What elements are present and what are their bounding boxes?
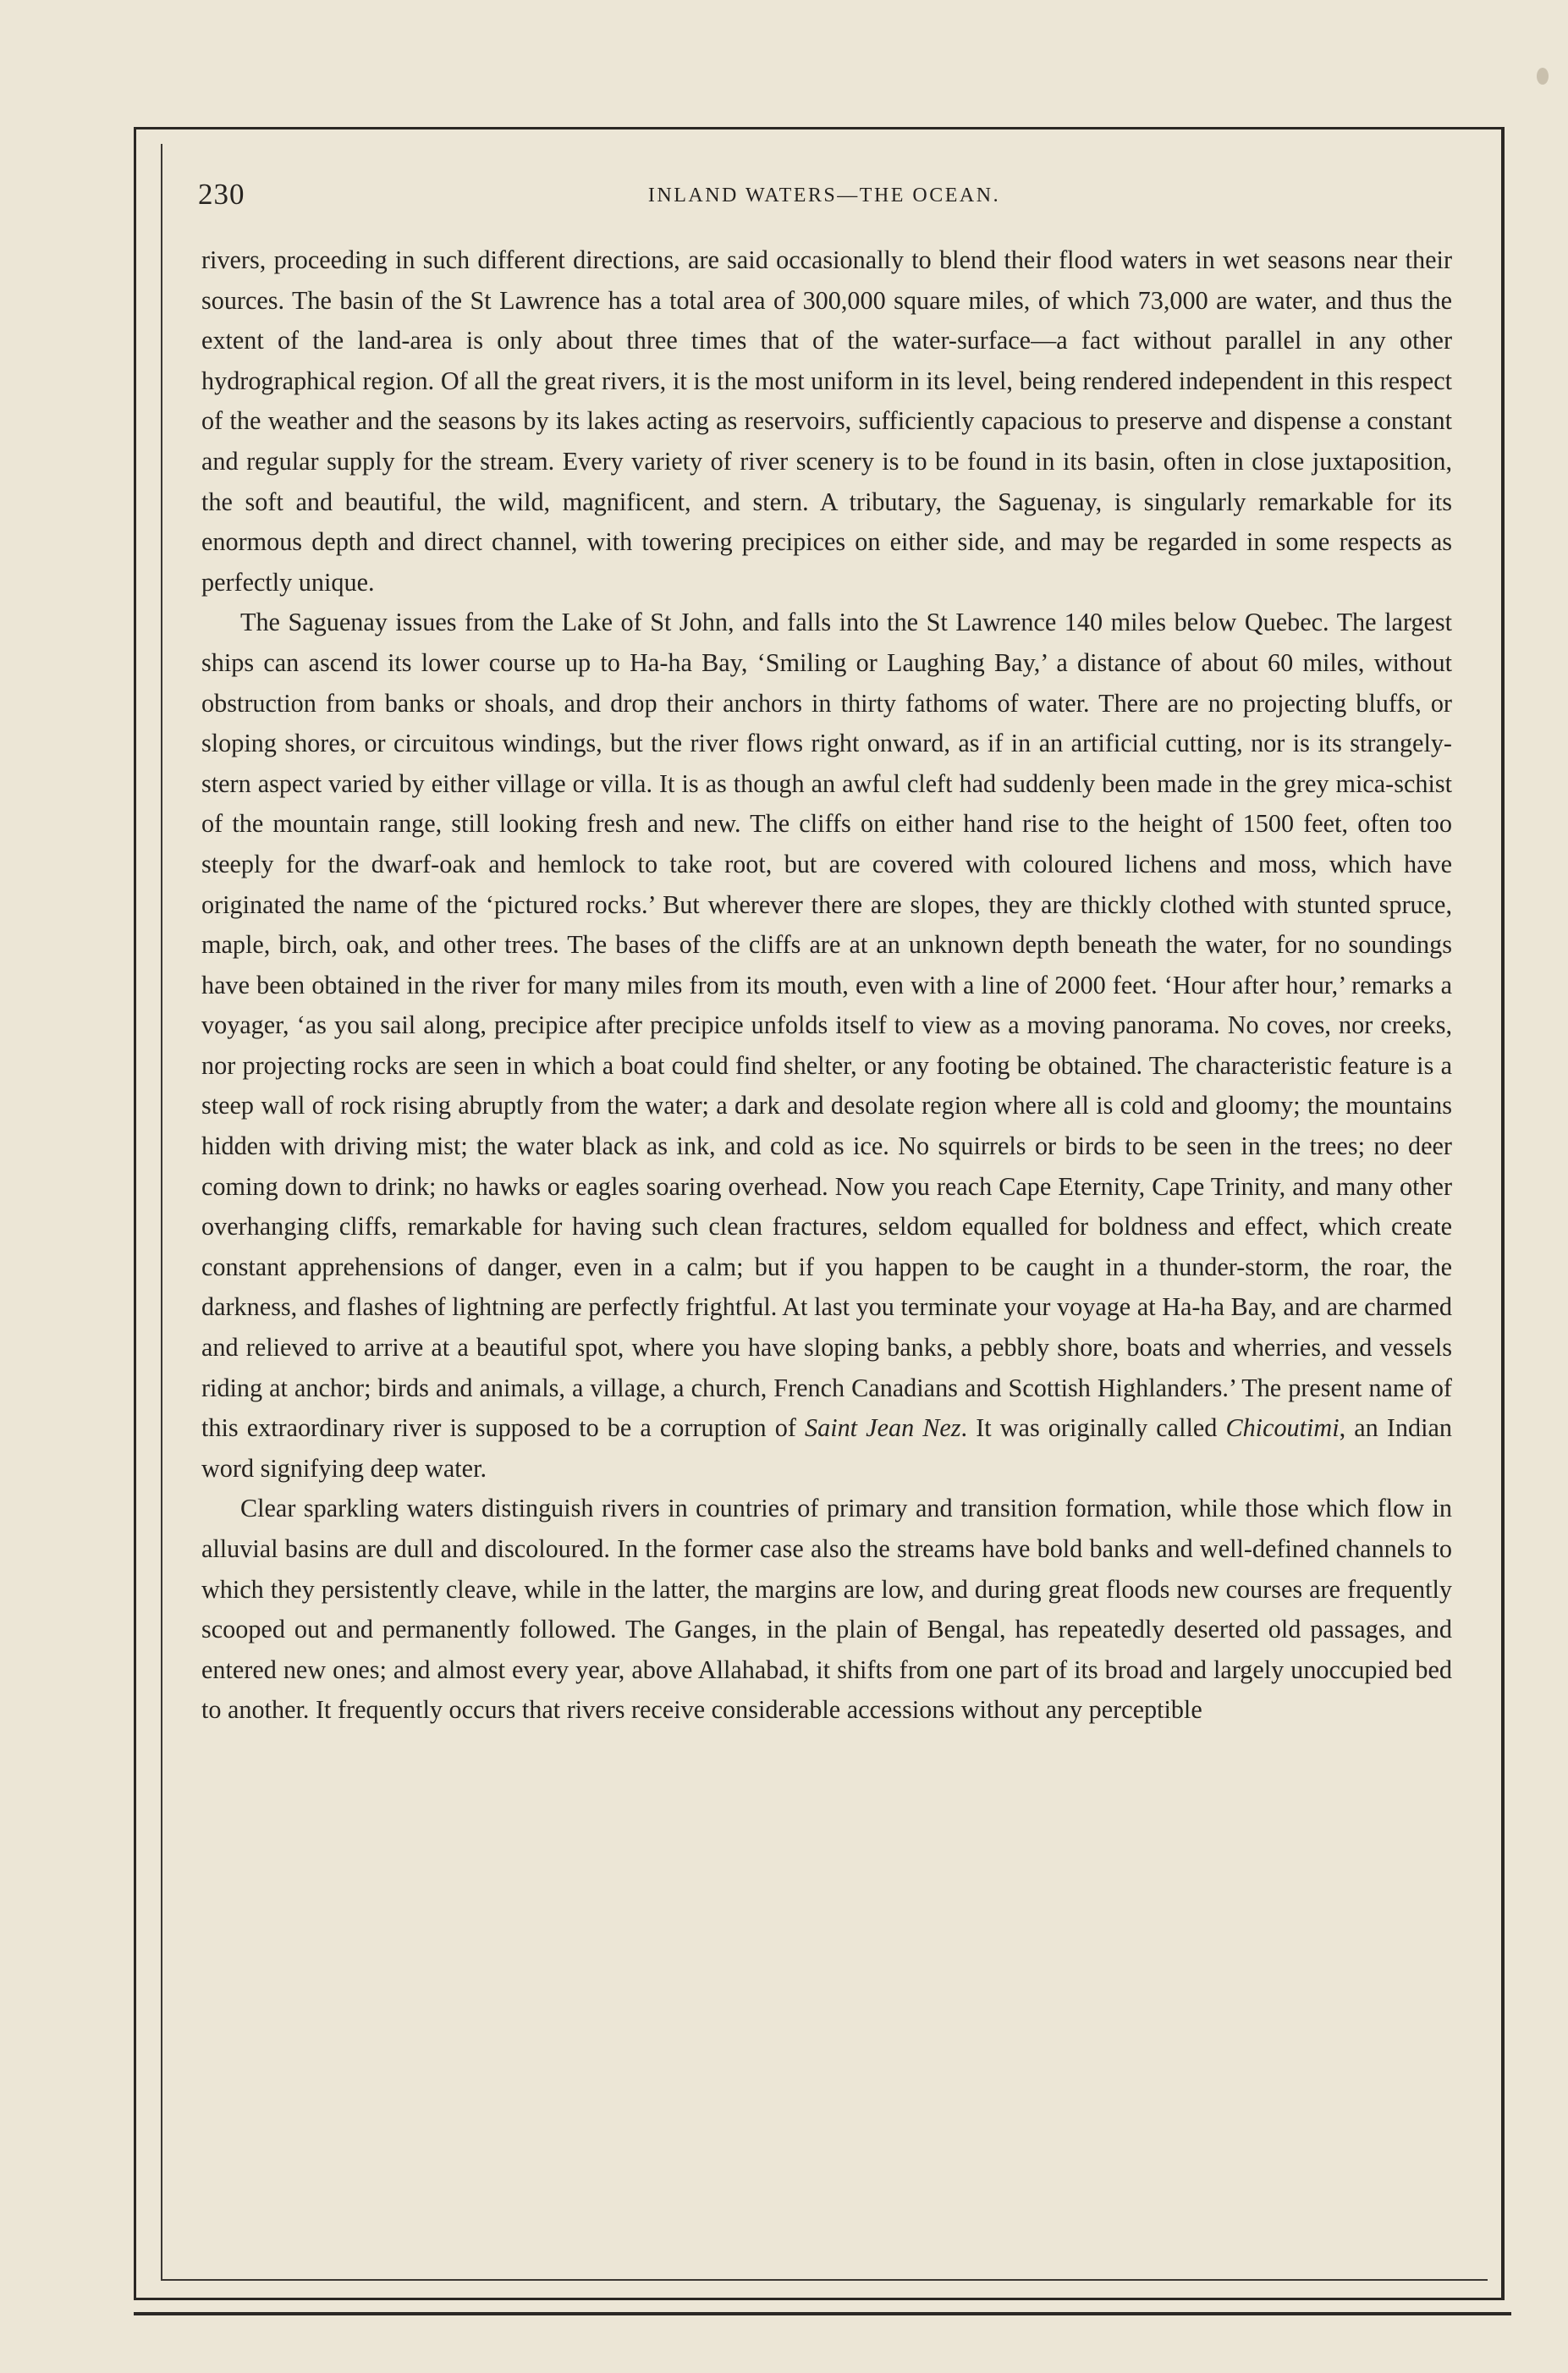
running-title: INLAND WATERS—THE OCEAN. [647,184,1001,206]
paper-spot [1537,68,1549,85]
page-number: 230 [198,178,245,211]
italic-text: Saint Jean Nez [805,1413,961,1443]
paragraph-text: Clear sparkling waters distinguish rivers in countries of primary and transition formation, while those which flow in alluvial basins are dull and discoloured. In the former case also the streams have bold banks and well-defined channels to which they persistently cleave, while in the latter, the margins are low, and during great floods new courses are frequently scooped out and permanently followed. The Ganges, in the plain of Bengal, has repeatedly deserted old passages, and entered new ones; and almost every year, above Allahabad, it shifts from one part of its broad and largely unoccupied bed to another. It frequently occurs that rivers receive considerable accessions without any perceptible [201,1494,1452,1725]
body-text [201,240,1452,1731]
bottom-rule [134,2312,1511,2315]
paragraph [201,240,1452,603]
paragraph [201,1489,1452,1731]
italic-text: Chicoutimi [1225,1413,1340,1443]
paragraph [201,603,1452,1489]
paragraph-text: The Saguenay issues from the Lake of St John, and falls into the St Lawrence 140 miles below Quebec. The largest ships can ascend its lower course up to Ha-ha Bay, ‘Smiling or Laughing Bay,’ a distance of about 60 miles, without obstruction from banks or shoals, and drop their anchors in thirty fathoms of water. There are no projecting bluffs, or sloping shores, or circuitous windings, but the river flows right onward, as if in an artificial cutting, nor is its strangely-stern aspect varied by either village or villa. It is as though an awful cleft had suddenly been made in the grey mica-schist of the mountain range, still looking fresh and new. The cliffs on either hand rise to the height of 1500 feet, often too steeply for the dwarf-oak and hemlock to take root, but are covered with coloured lichens and moss, which have originated the name of the ‘pictured rocks.’ But wherever there are slopes, they are thickly clothed with stunted spruce, maple, birch, oak, and other trees. The bases of the cliffs are at an unknown depth beneath the water, for no soundings have been obtained in the river for many miles from its mouth, even with a line of 2000 feet. ‘Hour after hour,’ remarks a voyager, ‘as you sail along, precipice after precipice unfolds itself to view as a moving panorama. No coves, nor creeks, nor projecting rocks are seen in which a boat could find shelter, or any footing be obtained. The characteristic feature is a steep wall of rock rising abruptly from the water; a dark and desolate region where all is cold and gloomy; the mountains hidden with driving mist; the water black as ink, and cold as ice. No squirrels or birds to be seen in the trees; no deer coming down to drink; no hawks or eagles soaring overhead. Now you reach Cape Eternity, Cape Trinity, and many other overhanging cliffs, remarkable for having such clean fractures, seldom equalled for boldness and effect, which create constant apprehensions of danger, even in a calm; but if you happen to be caught in a thunder-storm, the roar, the darkness, and flashes of lightning are perfectly frightful. At last you terminate your voyage at Ha-ha Bay, and are charmed and relieved to arrive at a beautiful spot, where you have sloping banks, a pebbly shore, boats and wherries, and vessels riding at anchor; birds and animals, a village, a church, French Canadians and Scottish Highlanders.’ The present name of this extraordinary river is supposed to be a corruption of [201,608,1452,1443]
paragraph-text: rivers, proceeding in such different directions, are said occasionally to blend their flood waters in wet seasons near their sources. The basin of the St Lawrence has a total area of 300,000 square miles, of which 73,000 are water, and thus the extent of the land-area is only about three times that of the water-surface—a fact without parallel in any other hydrographical region. Of all the great rivers, it is the most uniform in its level, being rendered independent in this respect of the weather and the seasons by its lakes acting as reservoirs, sufficiently capacious to preserve and dispense a constant and regular supply for the stream. Every variety of river scenery is to be found in its basin, often in close juxtaposition, the soft and beautiful, the wild, magnificent, and stern. A tributary, the Saguenay, is singularly remarkable for its enormous depth and direct channel, with towering precipices on either side, and may be regarded in some respects as perfectly unique. [201,245,1452,597]
paragraph-text: . It was originally called [960,1413,1226,1443]
running-head [198,178,1450,220]
paragraph-text: , an Indian word signifying deep water. [201,1413,1452,1483]
